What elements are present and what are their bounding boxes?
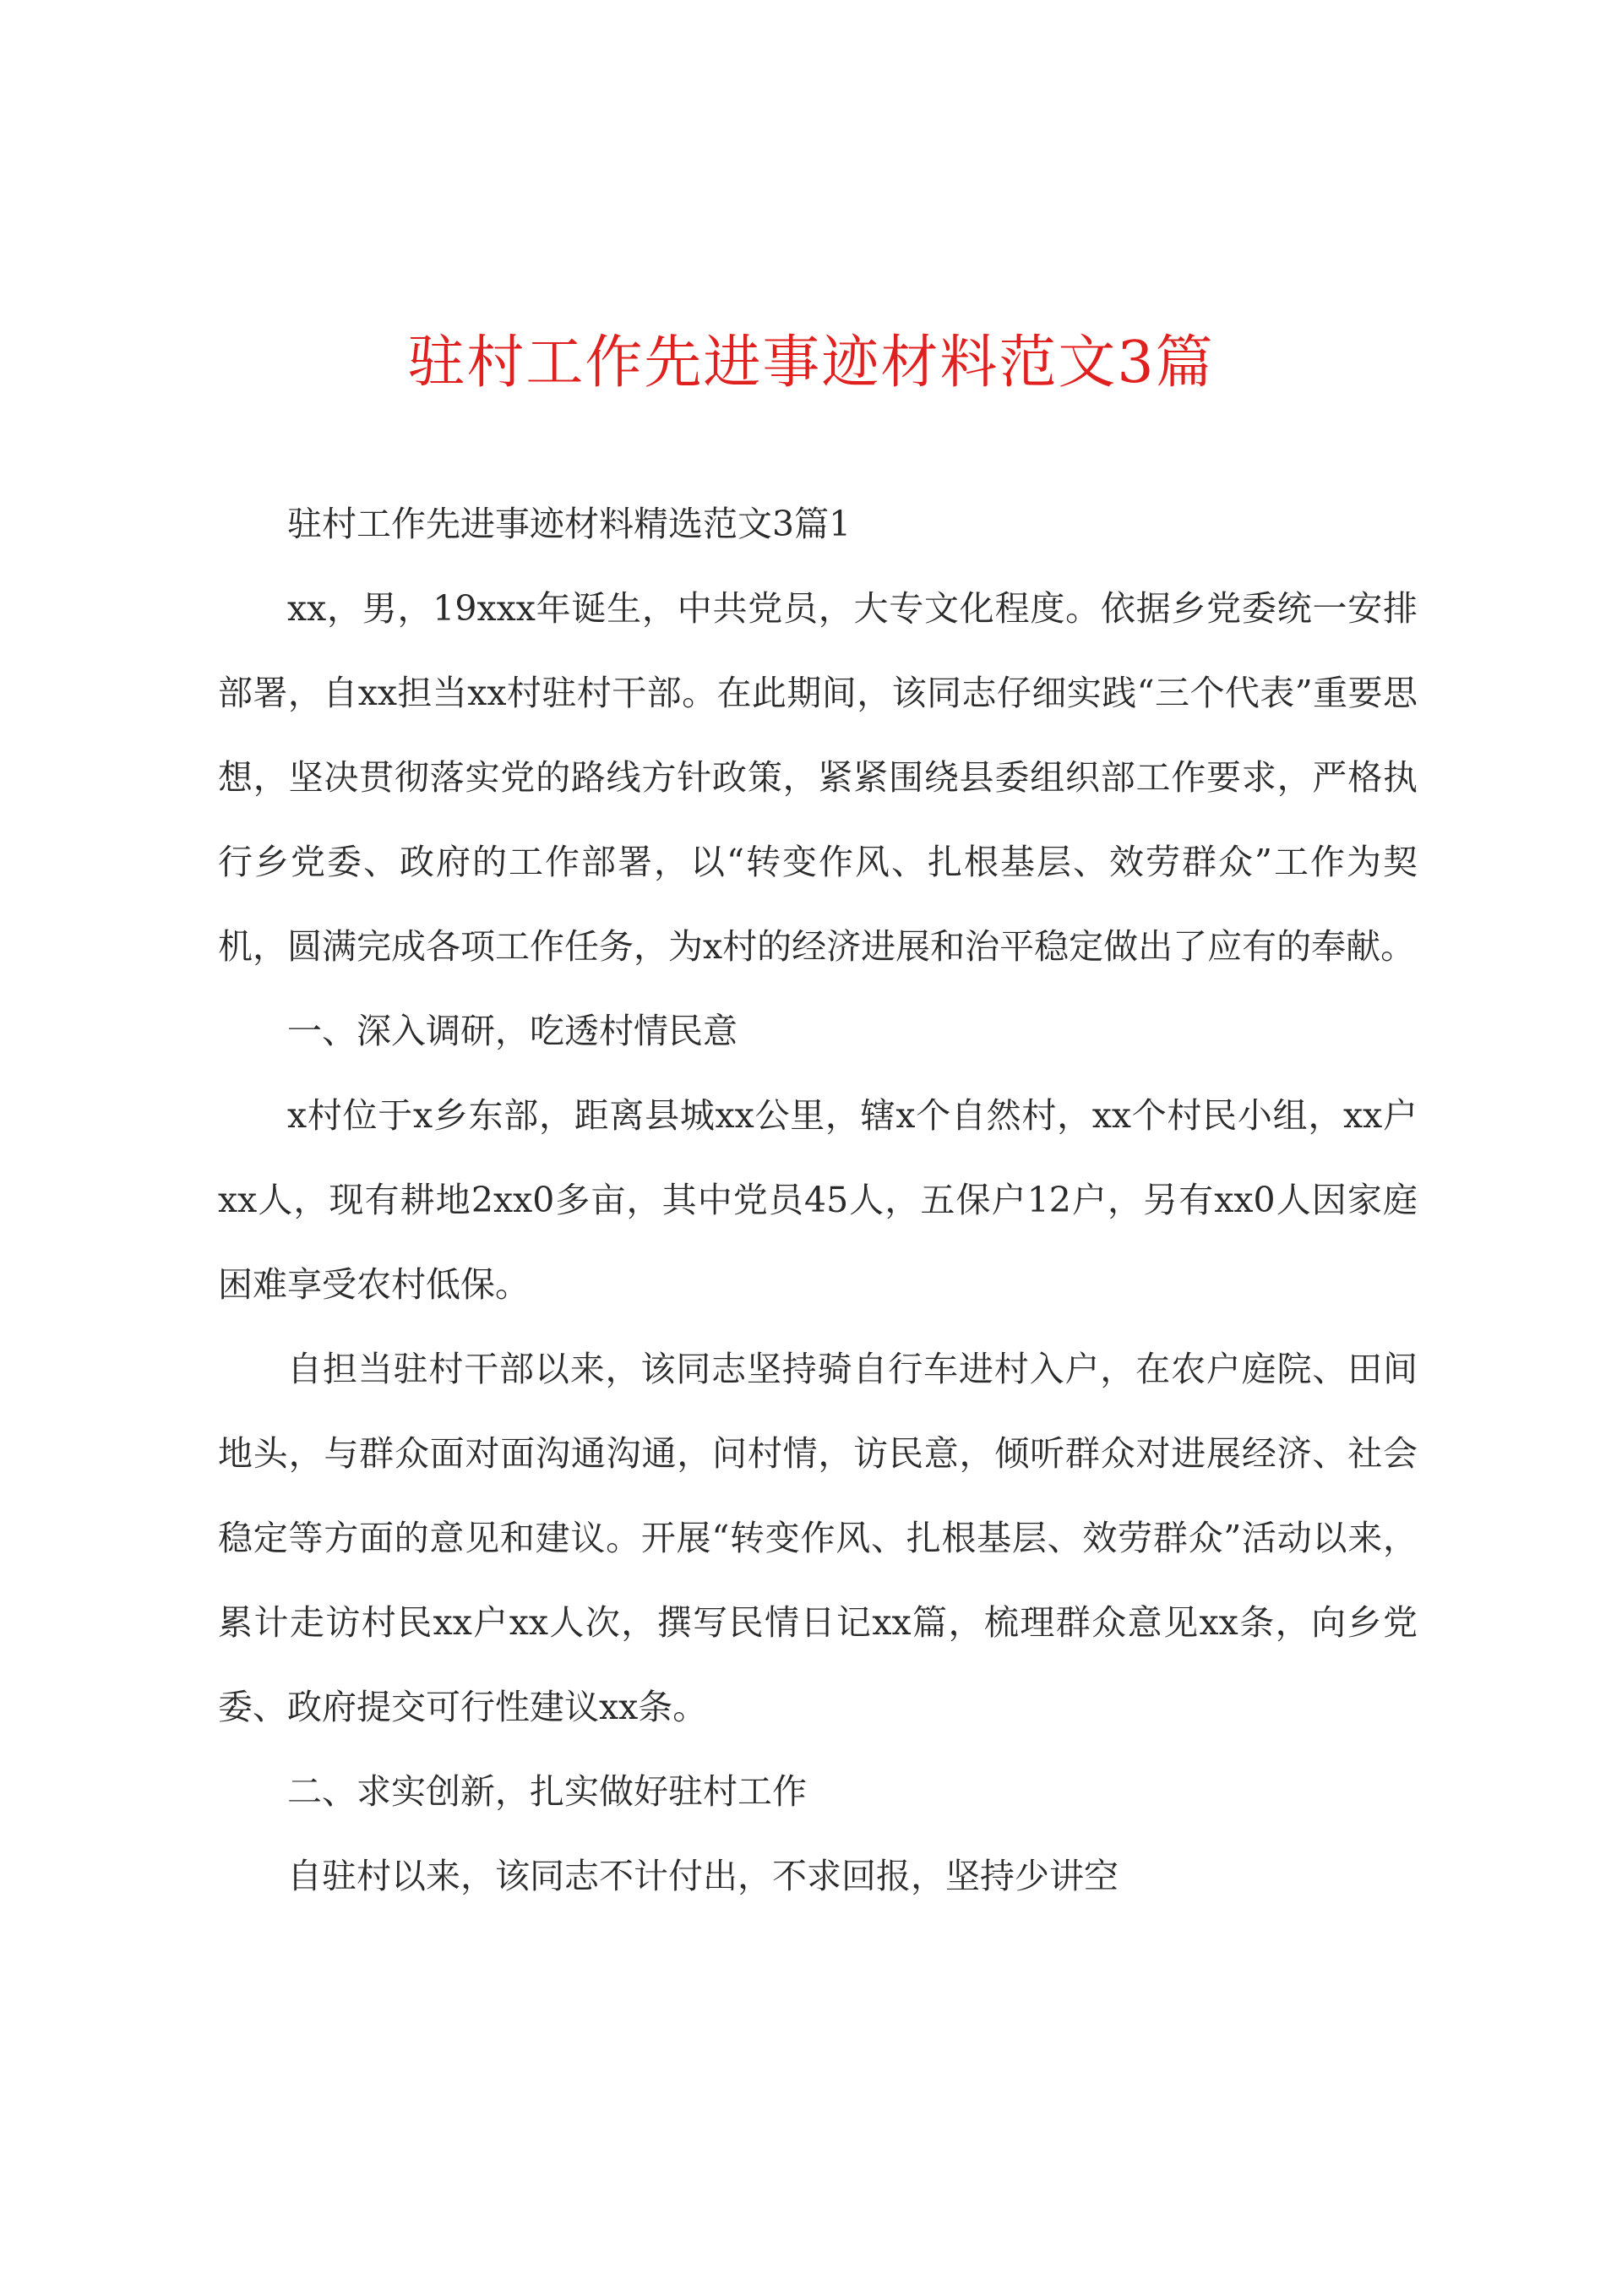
document-title: 驻村工作先进事迹材料范文3篇 <box>407 330 1215 396</box>
paragraph-visits: 自担当驻村干部以来，该同志坚持骑自行车进村入户，在农户庭院、田间地头，与群众面对面沟通沟通，问村情，访民意，倾听群众对进展经济、社会稳定等方面的意见和建议。开展“转变作风、扎根基层、效劳群众”活动以来，累计走访村民xx户xx人次，撰写民情日记xx篇，梳理群众意见xx条，向乡党委、政府提交可行性建议xx条。 <box>218 1349 1418 1727</box>
paragraph-village-info: x村位于x乡东部，距离县城xx公里，辖x个自然村，xx个村民小组，xx户xx人，现有耕地2xx0多亩，其中党员45人，五保户12户，另有xx0人因家庭困难享受农村低保。 <box>218 1095 1418 1305</box>
document-body <box>218 482 1418 1918</box>
paragraph-intro: xx，男，19xxx年诞生，中共党员，大专文化程度。依据乡党委统一安排部署，自xx担当xx村驻村干部。在此期间，该同志仔细实践“三个代表”重要思想，坚决贯彻落实党的路线方针政策，紧紧围绕县委组织部工作要求，严格执行乡党委、政府的工作部署，以“转变作风、扎根基层、效劳群众”工作为契机，圆满完成各项工作任务，为x村的经济进展和治平稳定做出了应有的奉献。 <box>218 588 1418 967</box>
section-heading-1: 一、深入调研，吃透村情民意 <box>287 1011 738 1051</box>
section-heading-2: 二、求实创新，扎实做好驻村工作 <box>287 1771 807 1812</box>
paragraph-work: 自驻村以来，该同志不计付出，不求回报，坚持少讲空 <box>287 1856 1119 1896</box>
paragraph-subtitle: 驻村工作先进事迹材料精选范文3篇1 <box>287 504 852 544</box>
